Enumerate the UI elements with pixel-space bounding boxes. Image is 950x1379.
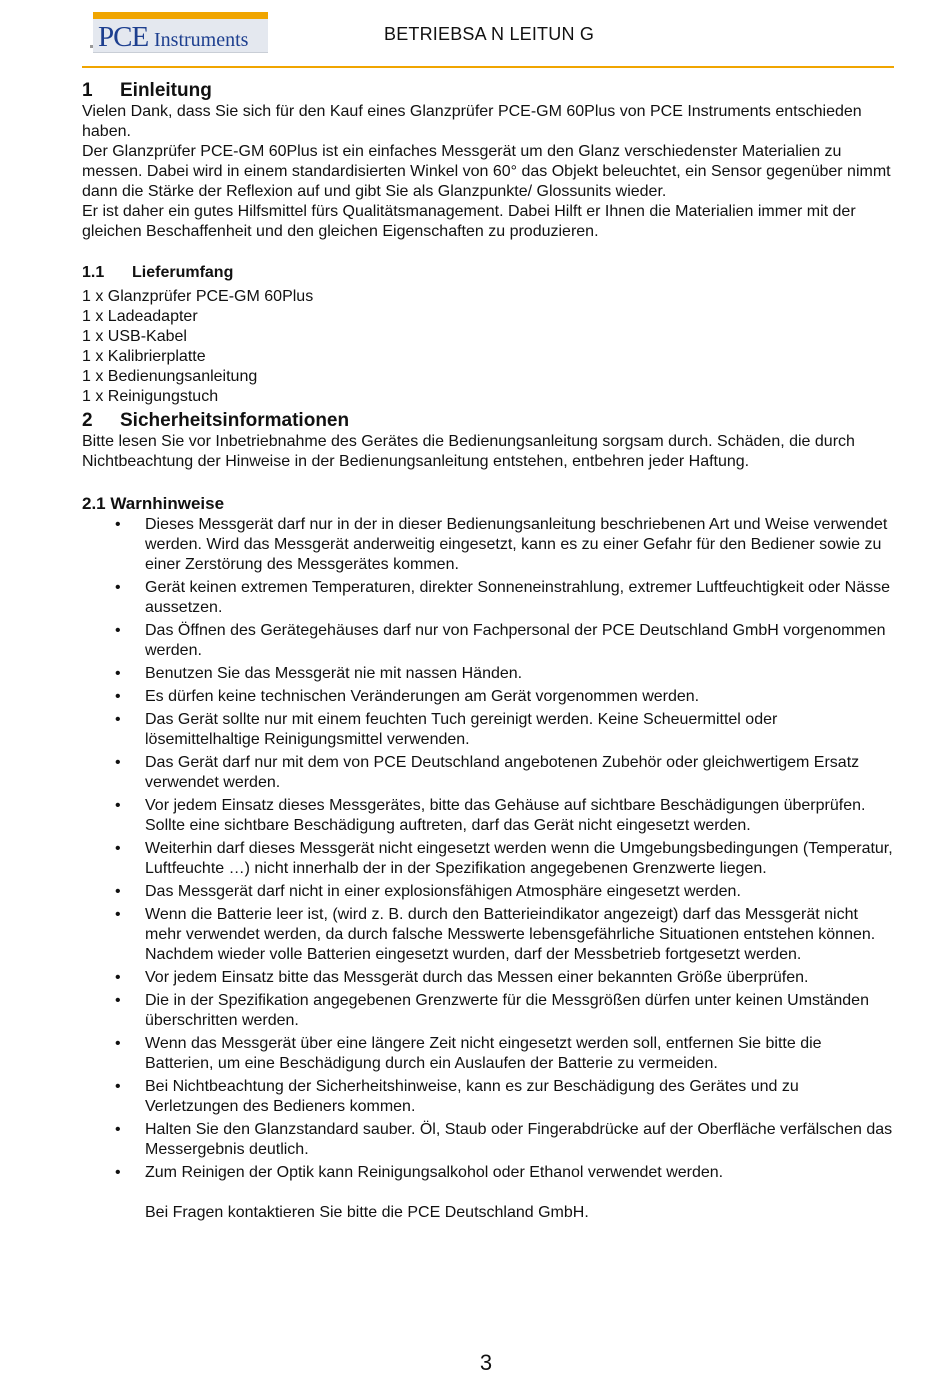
intro-paragraph-3: Er ist daher ein gutes Hilfsmittel fürs Qualitätsmanagement. Dabei Hilft er Ihnen die Materialien immer mit der gleichen Beschaffenheit und den gleichen Eigenschaften zu produzieren. [82,203,856,240]
warning-text: Benutzen Sie das Messgerät nie mit nassen Händen. [145,665,523,682]
logo-dot [90,45,93,48]
section-2-1-heading: 2.1 Warnhinweise [82,494,225,513]
header-divider [82,66,894,68]
bullet-icon: • [115,516,121,533]
warning-item [82,882,894,902]
warning-text: Wenn das Messgerät über eine längere Zeit nicht eingesetzt werden soll, entfernen Sie bitte die Batterien, um eine Beschädigung durch ein Auslaufen der Batterie zu vermeiden. [145,1035,822,1072]
bullet-icon: • [115,1121,121,1138]
delivery-list [82,287,894,407]
warning-item [82,664,894,684]
warning-text: Wenn die Batterie leer ist, (wird z. B. durch den Batterieindikator angezeigt) darf das Messgerät nicht mehr verwendet werden, da durch falsche Messwerte lebensgefährliche Situationen entstehen können. Nachdem wieder volle Batterien eingesetzt wurden, darf der Messbetrieb fortgesetzt werden. [145,906,876,963]
intro-paragraph-2: Der Glanzprüfer PCE-GM 60Plus ist ein einfaches Messgerät um den Glanz verschiedenster Materialien zu messen. Dabei wird in einem standardisierten Winkel von 60° das Objekt beleuchtet, ein Sensor gegenüber nimmt dann die Stärke der Reflexion auf und gibt Sie als Glanzpunkte/ Glossunits wieder. [82,143,891,200]
warning-text: Das Öffnen des Gerätegehäuses darf nur von Fachpersonal der PCE Deutschland GmbH vorgenommen werden. [145,622,886,659]
warning-item [82,796,894,836]
document-title: BETRIEBSA N LEITUN G [384,24,595,44]
section-1-1-number: 1.1 [82,264,105,281]
warning-item [82,621,894,661]
warning-text: Vor jedem Einsatz dieses Messgerätes, bitte das Gehäuse auf sichtbare Beschädigungen überprüfen. Sollte eine sichtbare Beschädigung auftreten, darf das Gerät nicht eingesetzt werden. [145,797,866,834]
logo-accent-bar [93,12,268,19]
warning-item [82,753,894,793]
section-1-title: Einleitung [120,80,212,101]
bullet-icon: • [115,665,121,682]
bullet-icon: • [115,797,121,814]
delivery-item: 1 x Kalibrierplatte [82,348,206,365]
warning-item [82,991,894,1031]
page-content [82,80,894,1223]
intro-paragraph-1: Vielen Dank, dass Sie sich für den Kauf eines Glanzprüfer PCE-GM 60Plus von PCE Instruments entschieden haben. [82,103,862,140]
warning-item [82,578,894,618]
logo-plate [93,19,268,53]
delivery-item: 1 x Reinigungstuch [82,388,219,405]
warning-text: Das Gerät darf nur mit dem von PCE Deutschland angebotenen Zubehör oder gleichwertigem Ersatz verwendet werden. [145,754,860,791]
bullet-icon: • [115,906,121,923]
section-1-heading [82,80,894,102]
warning-text: Die in der Spezifikation angegebenen Grenzwerte für die Messgrößen dürfen unter keinen Umständen überschritten werden. [145,992,869,1029]
delivery-item: 1 x Bedienungsanleitung [82,368,258,385]
warning-text: Das Messgerät darf nicht in einer explosionsfähigen Atmosphäre eingesetzt werden. [145,883,741,900]
warning-item [82,968,894,988]
warning-text: Vor jedem Einsatz bitte das Messgerät durch das Messen einer bekannten Größe überprüfen. [145,969,809,986]
bullet-icon: • [115,711,121,728]
warning-item [82,839,894,879]
section-1-1-heading [82,263,894,283]
bullet-icon: • [115,622,121,639]
bullet-icon: • [115,840,121,857]
bullet-icon: • [115,688,121,705]
section-2-heading [82,410,894,432]
warning-item [82,905,894,965]
warning-item [82,687,894,707]
bullet-icon: • [115,1035,121,1052]
warning-item [82,1034,894,1074]
section-2-title: Sicherheitsinformationen [120,410,350,431]
warning-text: Bei Nichtbeachtung der Sicherheitshinweise, kann es zur Beschädigung des Gerätes und zu Verletzungen des Bedieners kommen. [145,1078,799,1115]
section-1-1-title: Lieferumfang [132,264,234,281]
bullet-icon: • [115,969,121,986]
warning-text: Dieses Messgerät darf nur in der in dieser Bedienungsanleitung beschriebenen Art und Weise verwendet werden. Wird das Messgerät anderweitig eingesetzt, kann es zu einer Gefahr für den Bediener sowie zu einer Zerstörung des Messgerätes kommen. [145,516,888,573]
page-header [82,10,894,70]
warning-text: Das Gerät sollte nur mit einem feuchten Tuch gereinigt werden. Keine Scheuermittel oder lösemittelhaltige Reinigungsmittel verwenden. [145,711,778,748]
section-2-number: 2 [82,410,93,431]
page-number: 3 [479,1350,493,1375]
delivery-item: 1 x Ladeadapter [82,308,198,325]
safety-paragraph: Bitte lesen Sie vor Inbetriebnahme des Gerätes die Bedienungsanleitung sorgsam durch. Schäden, die durch Nichtbeachtung der Hinweise in der Bedienungsanleitung entstehen, entbehren jeder Haftung. [82,433,855,470]
warning-text: Gerät keinen extremen Temperaturen, direkter Sonneneinstrahlung, extremer Luftfeuchtigkeit oder Nässe aussetzen. [145,579,890,616]
warning-text: Weiterhin darf dieses Messgerät nicht eingesetzt werden wenn die Umgebungsbedingungen (Temperatur, Luftfeuchte …) nicht innerhalb der in der Spezifikation angegebenen Grenzwerte liegen. [145,840,893,877]
warning-text: Halten Sie den Glanzstandard sauber. Öl, Staub oder Fingerabdrücke auf der Oberfläche verfälschen das Messergebnis deutlich. [145,1121,893,1158]
delivery-item: 1 x Glanzprüfer PCE-GM 60Plus [82,288,314,305]
section-1-number: 1 [82,80,93,101]
closing-note: Bei Fragen kontaktieren Sie bitte die PCE Deutschland GmbH. [145,1204,589,1221]
bullet-icon: • [115,579,121,596]
warning-text: Es dürfen keine technischen Veränderungen am Gerät vorgenommen werden. [145,688,700,705]
warning-item [82,1077,894,1117]
bullet-icon: • [115,754,121,771]
bullet-icon: • [115,1078,121,1095]
warning-list [82,515,894,1183]
warning-item [82,1120,894,1160]
bullet-icon: • [115,1164,121,1181]
warning-item [82,1163,894,1183]
logo-brand: PCE [98,21,149,53]
logo-word: Instruments [154,29,249,51]
bullet-icon: • [115,883,121,900]
delivery-item: 1 x USB-Kabel [82,328,187,345]
warning-text: Zum Reinigen der Optik kann Reinigungsalkohol oder Ethanol verwendet werden. [145,1164,724,1181]
warning-item [82,515,894,575]
pce-instruments-logo [93,12,268,52]
warning-item [82,710,894,750]
bullet-icon: • [115,992,121,1009]
